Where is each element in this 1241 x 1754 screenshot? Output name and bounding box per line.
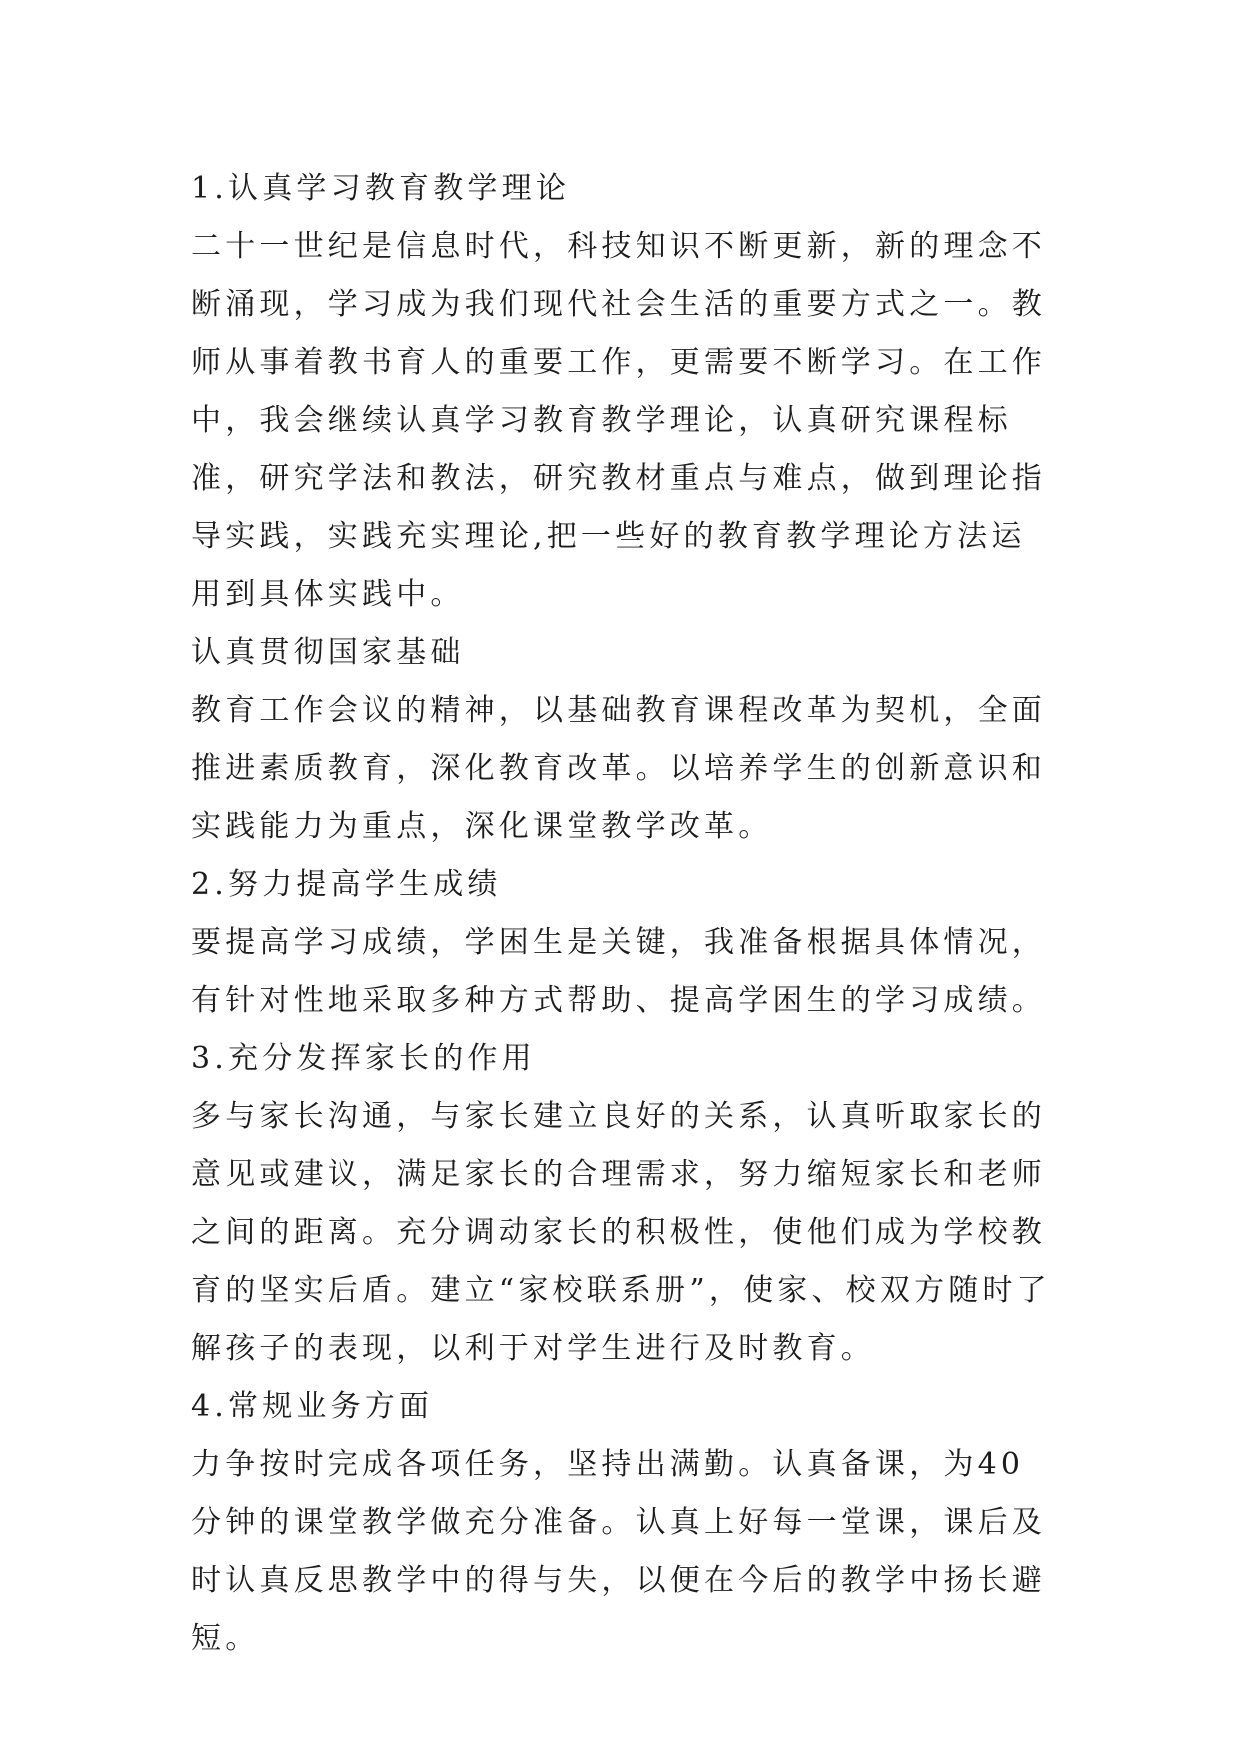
heading-routine-work: 4.常规业务方面 [191,1389,434,1424]
document-page [191,160,1051,1668]
paragraph-implement-policy: 认真贯彻国家基础 [191,635,465,670]
paragraph-education-reform: 教育工作会议的精神，以基础教育课程改革为契机，全面推进素质教育，深化教育改革。以培养学生的创新意识和实践能力为重点，深化课堂教学改革。 [191,693,1046,844]
paragraph-parent-role: 多与家长沟通，与家长建立良好的关系，认真听取家长的意见或建议，满足家长的合理需求，努力缩短家长和老师之间的距离。充分调动家长的积极性，使他们成为学校教育的坚实后盾。建立“家校联系册”，使家、校双方随时了解孩子的表现，以利于对学生进行及时教育。 [191,1099,1051,1366]
heading-study-theory: 1.认真学习教育教学理论 [191,171,571,206]
paragraph-study-theory: 二十一世纪是信息时代，科技知识不断更新，新的理念不断涌现，学习成为我们现代社会生活的重要方式之一。教师从事着教书育人的重要工作，更需要不断学习。在工作中，我会继续认真学习教育教学理论，认真研究课程标准，研究学法和教法，研究教材重点与难点，做到理论指导实践，实践充实理论,把一些好的教育教学理论方法运用到具体实践中。 [191,229,1046,612]
heading-parent-role: 3.充分发挥家长的作用 [191,1041,536,1076]
paragraph-improve-grades: 要提高学习成绩，学困生是关键，我准备根据具体情况，有针对性地采取多种方式帮助、提高学困生的学习成绩。 [191,925,1046,1018]
heading-improve-grades: 2.努力提高学生成绩 [191,867,502,902]
paragraph-routine-work: 力争按时完成各项任务，坚持出满勤。认真备课，为40分钟的课堂教学做充分准备。认真上好每一堂课，课后及时认真反思教学中的得与失，以便在今后的教学中扬长避短。 [191,1447,1046,1656]
